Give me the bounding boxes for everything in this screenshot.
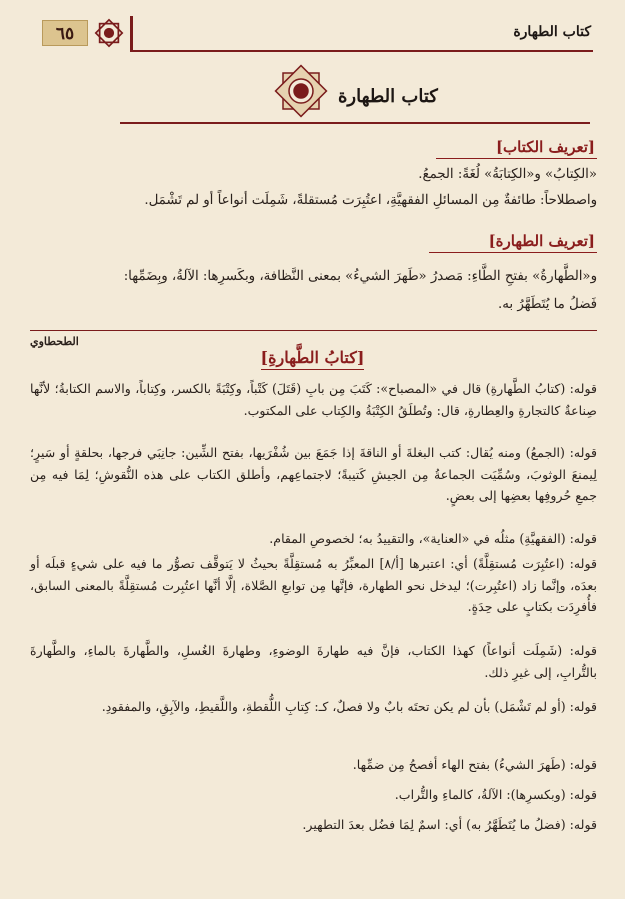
- chapter-banner: [120, 60, 590, 132]
- commentary-paragraph: قوله: (الجمعُ) ومنه يُقال: كتب البغلةَ أو الناقةَ إذا جَمَعَ بين شُفْرَيها، بفتح الشِّين: جانِبَي فرجها، بحلقةٍ أو سَيرٍ؛ لِيمنعَ الوثوبَ، وسُمِّيَت الجماعةُ مِن الجيشِ كَتيبةً؛ لاجتماعِهم، وأطلق الكتاب على هذه النُّقوشِ؛ لِمَا فيه مِن جمعِ حُروفِها بعضِها إلى بعضٍ.: [30, 445, 597, 503]
- definition-line: «الكِتابُ» و«الكِتابَةُ» لُغَةً: الجمعُ.: [418, 167, 597, 182]
- definition-line: و«الطَّهارةُ» بفتحِ الطَّاءِ: مَصدرُ «طَهرَ الشيءُ» بمعنى النَّظافة، وبكَسرِها: الآلةُ، وبِضَمِّها:: [123, 269, 597, 284]
- definition-line: واصطلاحاً: طائفةٌ مِن المسائلِ الفقهيَّةِ، اعتُبِرَت مُستقلةً، شَمِلَت أنواعاً أو لم تَشْمَل.: [144, 193, 597, 208]
- commentary-paragraph: قوله: (فضلُ ما يُتَطَهَّرُ به) أي: اسمٌ لِمَا فضُل بعدَ التطهير.: [302, 817, 597, 832]
- running-header: [42, 14, 599, 56]
- commentary-paragraph: قوله: (أو لم تَشْمَل) بأن لم يكن تحتَه بابٌ ولا فصلٌ، كـ: كِتابِ اللُّقطةِ، واللَّقيطِ، والآبِقِ، والمفقودِ.: [101, 699, 597, 714]
- section-heading: [تعريف الكتاب]: [436, 138, 597, 159]
- star-ornament-icon: [92, 16, 126, 50]
- footnote-separator: [30, 330, 597, 331]
- commentary-paragraph: قوله: (طَهرَ الشيءُ) بفتح الهاء أفصحُ مِن ضمِّها.: [352, 757, 597, 772]
- commentary-paragraph: قوله: (كتابُ الطَّهارةِ) قال في «المصباح»: كَتَبَ مِن بابِ (قَتَلَ) كَتْباً، وكِتْبَةً بالكسر، وكِتاباً، والاسم الكتابةُ؛ لأنَّها صِناعةٌ كالتجارةِ والعِطارةِ، قال: وتُطلَقُ الكِتْبَةُ والكِتاب على المكتوب.: [30, 381, 597, 418]
- commentary-paragraph: قوله: (وبكسرِها): الآلةُ، كالماءِ والتُّراب.: [394, 787, 597, 802]
- commentator-label: الطحطاوي: [30, 335, 79, 348]
- chapter-rule: [120, 122, 590, 124]
- commentary-paragraph: قوله: (اعتُبِرَت مُستقِلَّةً) أي: اعتبرها [أ/٨] المعبِّرُ به مُستقِلَّةً بحيثُ لا يَتوقَّف تصوُّر ما فيه على شيءٍ قبلَه أو بعدَه، وإنَّما زاد (اعتُبِرت)؛ ليدخل نحو الطهارة، فإنَّها مِن توابعِ الصَّلاة، إلَّا أنَّها اعتُبِرت مُستقِلَّةً بالمعنى السابق، فأُفرِدَت بكتابٍ على حِدَةٍ.: [30, 556, 597, 614]
- page-number: ٦٥: [42, 20, 88, 46]
- commentary-title-text: [كتابُ الطَّهارةِ]: [261, 348, 365, 370]
- star-ornament-icon: [270, 60, 332, 122]
- header-divider: [130, 16, 133, 52]
- section-heading: [تعريف الطهارة]: [429, 232, 597, 253]
- commentary-paragraph: قوله: (الفقهيَّةِ) مثلُه في «العناية»، والتقييدُ به؛ لخصوصِ المقام.: [269, 531, 597, 546]
- commentary-paragraph: قوله: (شَمِلَت أنواعاً) كهذا الكتاب، فإنَّ فيه طهارةَ الوضوءِ، وطهارةَ الغُسلِ، والطَّهارةَ بالماءِ، والطَّهارةَ بالتُّرابِ، إلى غيرِ ذلك.: [30, 643, 597, 680]
- header-rule: [130, 50, 593, 52]
- running-title: كتاب الطهارة: [513, 24, 591, 40]
- definition-line: فَضلُ ما يُتَطَهَّرُ به.: [498, 297, 597, 312]
- commentary-title: [0, 348, 625, 367]
- chapter-title: كتاب الطهارة: [338, 86, 438, 107]
